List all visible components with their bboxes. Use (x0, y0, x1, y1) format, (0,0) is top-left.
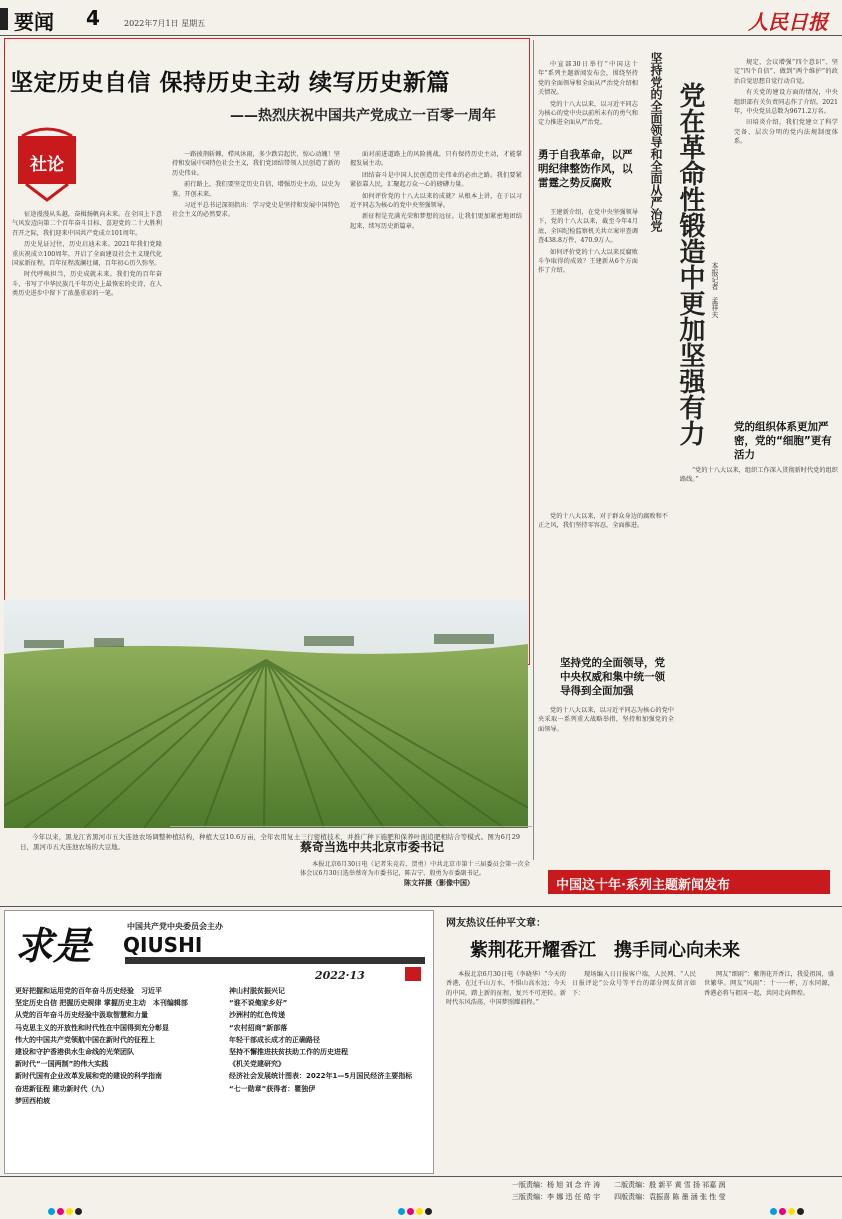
feature-byline: 本报记者 孟祥夫 (711, 262, 719, 318)
toc-item: 神山村脱贫振兴记 (229, 987, 285, 995)
newspaper-logo: 人民日报 (748, 10, 828, 34)
section-title: 要闻 (14, 10, 54, 34)
black-dot-icon (75, 1208, 82, 1215)
subhead-organization: 党的组织体系更加严密，党的“细胞”更有活力 (734, 421, 832, 461)
subhead-party-leadership: 坚持党的全面领导，党中央权威和集中统一领导得到全面加强 (560, 657, 665, 697)
netizen-paragraph: 现场编入日日报客户端，人民网、“人民日报评论”公众号等平台的部分网友留言如下： (572, 971, 696, 997)
series-banner (548, 870, 830, 894)
editorial-stamp (12, 122, 82, 206)
toc-item: 伟大的中国共产党领航中国在新时代的征程上 (15, 1035, 155, 1044)
netizen-col3 (704, 970, 834, 1140)
toc-item: 沙洲村的红色传递 (229, 1011, 285, 1020)
black-dot-icon (425, 1208, 432, 1215)
feature-vertical-title: 党在革命性锻造中更加坚强有力 (675, 82, 705, 446)
masthead (0, 0, 842, 38)
photo-credit: 陈文祥摄（影像中国） (404, 879, 474, 887)
lead-col3 (350, 150, 522, 600)
qiushi-issue: 2022·13 (315, 969, 365, 982)
magenta-dot-icon (407, 1208, 414, 1215)
cyan-dot-icon (770, 1208, 777, 1215)
netizen-kicker: 网友热议任仲平文章： (446, 918, 546, 929)
lead-col1 (12, 210, 162, 600)
toc-item: 奋进新征程 建功新时代（九） (15, 1084, 109, 1093)
lead-paragraph: 历史见证过往，历史启迪未来。2021年我们党隆重庆祝成立100周年，开启了全面建设社会主义现代化国家新征程。百年征程波澜壮阔，百年初心历久弥坚。 (12, 241, 162, 268)
lead-headline: 坚定历史自信 保持历史主动 续写历史新篇 (10, 70, 451, 96)
magenta-dot-icon (779, 1208, 786, 1215)
toc-item: “七一勋章”获得者：瞿独伊 (229, 1084, 316, 1093)
masthead-rule (0, 35, 842, 36)
registration-dots-left (48, 1200, 84, 1219)
magenta-dot-icon (57, 1208, 64, 1215)
registration-dots-center (398, 1200, 434, 1219)
feature-col-c2 (538, 706, 674, 856)
toc-item: 新时代国有企业改革发展和党的建设的科学指南 (15, 1072, 162, 1081)
qiushi-rule (125, 957, 425, 964)
netizen-title: 紫荆花开耀香江 携手同心向未来 (470, 940, 740, 961)
bottom-section-rule (0, 906, 842, 907)
toc-item: 马克思主义的开放性和时代性在中国得到充分彰显 (15, 1023, 169, 1032)
lead-paragraph: 新征程是充满光荣和梦想的远征。让我们更加紧密地团结起来，续写历史新篇章。 (350, 213, 522, 230)
feature-paragraph: 如何评价党的十八大以来反腐败斗争取得的成效？王建新从6个方面作了介绍。 (538, 248, 638, 275)
qiushi-toc-right (229, 985, 427, 1095)
lead-paragraph: 时代呼唤担当，历史成就未来。我们党的百年奋斗，书写了中华民族几千年历史上最恢宏的史诗，在人类历史进步中留下了浓墨重彩的一笔。 (12, 271, 162, 298)
feature-paragraph: 党的十八大以来，对于群众身边的腐败和不正之风，我们坚持零容忍，全面推进。 (538, 513, 668, 530)
feature-col-c (538, 512, 668, 652)
toc-item: 从党的百年奋斗历史经验中汲取智慧和力量 (15, 1011, 148, 1020)
toc-item: 建设和守护香港供水生命线的光荣团队 (15, 1048, 134, 1057)
lead-col2 (172, 150, 340, 600)
qiushi-name: QIUSHI (123, 933, 203, 957)
toc-item: 年轻干部成长成才的正确路径 (229, 1035, 320, 1044)
masthead-bar (0, 8, 8, 30)
yellow-dot-icon (66, 1208, 73, 1215)
page-number: 4 (86, 6, 100, 30)
lead-paragraph: 前行路上，我们要坚定历史自信，增强历史主动，以史为鉴、开创未来。 (172, 181, 340, 198)
toc-item: 坚持不懈推进扶贫扶助工作的历史进程 (229, 1048, 348, 1057)
lead-paragraph: 团结奋斗是中国人民创造历史伟业的必由之路。我们要紧紧依靠人民，汇聚起万众一心的磅礴力量。 (350, 171, 522, 189)
feature-col-d (734, 58, 838, 418)
yellow-dot-icon (788, 1208, 795, 1215)
footer-editors-1: 一版责编：杨 旭 刘 念 许 涛 二版责编：殷 新平 黄 雪 扬 祁嘉 润 (512, 1181, 726, 1189)
netizen-col2 (572, 970, 696, 1140)
feature-divider (533, 40, 534, 860)
lead-paragraph: 如何评价党的十八大以来的成就？从根本上讲，在于以习近平同志为核心的党中央坚强领导。 (350, 192, 522, 210)
feature-col-a (538, 60, 638, 140)
toc-item: 新时代“一国两制”的伟大实践 (15, 1060, 109, 1069)
toc-item: 更好把握和运用党的百年奋斗历史经验 习近平 (15, 987, 162, 995)
stamp-label: 社论 (30, 155, 64, 175)
toc-item: 经济社会发展统计图表：2022年1—5月国民经济主要指标 (229, 1072, 413, 1081)
feature-col-b (538, 208, 638, 508)
lead-paragraph: 一路披荆斩棘、栉风沐雨，多少跌宕起伏、惊心动魄！坚持和发展中国特色社会主义，我们党团结带领人民创造了新的历史伟业。 (172, 151, 340, 177)
qiushi-header: 中国共产党中央委员会主办 (127, 922, 223, 931)
registration-dots-right (770, 1200, 806, 1219)
feature-paragraph: 党的十八大以来，以习近平同志为核心的党中央采取一系列重大战略举措，坚持和加强党的全面领导。 (538, 707, 674, 733)
issue-date: 2022年7月1日 星期五 (124, 19, 206, 28)
toc-item: 梦回西柏坡 (15, 1096, 50, 1105)
qiushi-mark-icon (405, 967, 421, 981)
toc-item: “农村招商”新部落 (229, 1023, 288, 1032)
feature-paragraph: “党的十八大以来，组织工作深入贯彻新时代党的组织路线。” (680, 467, 838, 484)
feature-col-d2 (680, 466, 838, 856)
subhead-self-revolution: 勇于自我革命，以严明纪律整饬作风，以雷霆之势反腐败 (538, 149, 633, 189)
black-dot-icon (797, 1208, 804, 1215)
qiushi-advert (4, 910, 434, 1174)
netizen-paragraph: 网友“细雨”：紫荆花开香江，我爱祖国，盛世繁华。网友“风雨”：十一一杯，万水同源，香港必将与祖国一起，共同走向辉煌。 (704, 971, 834, 997)
feature-vertical-subtitle: 坚持党的全面领导和全面从严治党 (649, 52, 663, 232)
feature-paragraph: 党的十八大以来，以习近平同志为核心的党中央以前所未有的勇气和定力推进全面从严治党。 (538, 100, 638, 127)
toc-item: “谁不说俺家乡好” (229, 999, 288, 1008)
yellow-dot-icon (416, 1208, 423, 1215)
sidebar-rule (170, 826, 532, 827)
sidebar-news-body (300, 860, 530, 904)
footer-editors-2: 三版责编：李 娜 迅 任 皓 宇 四版责编：袁振喜 陈 墨 涵 张 性 莹 (512, 1193, 726, 1201)
lead-paragraph: 面对前进道路上的风险挑战，只有保持历史主动，才能掌握发展主动。 (350, 151, 522, 168)
footer-rule (0, 1176, 842, 1177)
lead-subhead: ——热烈庆祝中国共产党成立一百零一周年 (230, 108, 496, 124)
feature-paragraph: 规定，会议增强“四个意识”、坚定“四个自信”、做到“两个维护”的政治自觉思想自觉行动自觉。 (734, 59, 838, 85)
sidebar-news-title: 蔡奇当选中共北京市委书记 (300, 840, 445, 854)
lead-paragraph: 习近平总书记深刻指出：学习党史是坚持和发展中国特色社会主义的必然要求。 (172, 202, 340, 219)
caption-text: 今年以来，黑龙江省黑河市五大连池农场调整种植结构，种植大豆10.6万亩，全年农用复土三行密植技术，并推广种下施肥和保养叶面追肥相结合等模式。图为6月29日，黑河市五大连池农场的大豆地。 (20, 833, 520, 851)
sidebar-news-text: 本报北京6月30日电（记者朱竞若、贺勇）中共北京市第十三届委员会第一次全体会议6月30日选举蔡奇为市委书记，陈吉宁、殷勇为市委副书记。 (300, 861, 530, 878)
cyan-dot-icon (48, 1208, 55, 1215)
feature-paragraph: 有关党的建设方面的情况，中央组织部有关负责同志作了介绍。2021年，中央党员总数为9671.2万名。 (734, 89, 838, 116)
cyan-dot-icon (398, 1208, 405, 1215)
qiushi-logo: 求是 (15, 923, 92, 968)
netizen-paragraph: 本报北京6月30日电（李晓华）“今天的香港，在过千山万水、不惧山高水远；今天的中国，踏上新的征程，复兴不可逆转。新时代东风浩荡，中国梦照耀前程。” (446, 971, 566, 1007)
toc-item: 坚定历史自信 把握历史规律 掌握历史主动 本刊编辑部 (15, 999, 188, 1008)
soybean-field-photo (4, 600, 528, 828)
feature-paragraph: 王建新介绍，在党中央坚强领导下，党的十八大以来，截至今年4月底，全国纪检监察机关共立案审查调查438.8万件，470.9万人。 (538, 209, 638, 245)
qiushi-toc-left (15, 985, 219, 1107)
feature-paragraph: 田培炎介绍，我们党建立了科学完备、层次分明的党内法规制度体系。 (734, 119, 838, 146)
netizen-col1 (446, 970, 566, 1140)
lead-paragraph: 征途漫漫从头越，奋楫扬帆向未来。在全国上下意气风发迈向第二个百年奋斗目标、喜迎党的二十大胜利召开之际，我们迎来中国共产党成立101周年。 (12, 211, 162, 237)
toc-item: 《机关党建研究》 (229, 1060, 285, 1069)
field-photo-image (4, 600, 528, 828)
feature-paragraph: 中宣部30日举行“中国这十年”系列主题新闻发布会，围绕坚持党的全面领导和全面从严治党介绍相关情况。 (538, 61, 638, 97)
series-banner-text: 中国这十年·系列主题新闻发布 (556, 878, 730, 893)
